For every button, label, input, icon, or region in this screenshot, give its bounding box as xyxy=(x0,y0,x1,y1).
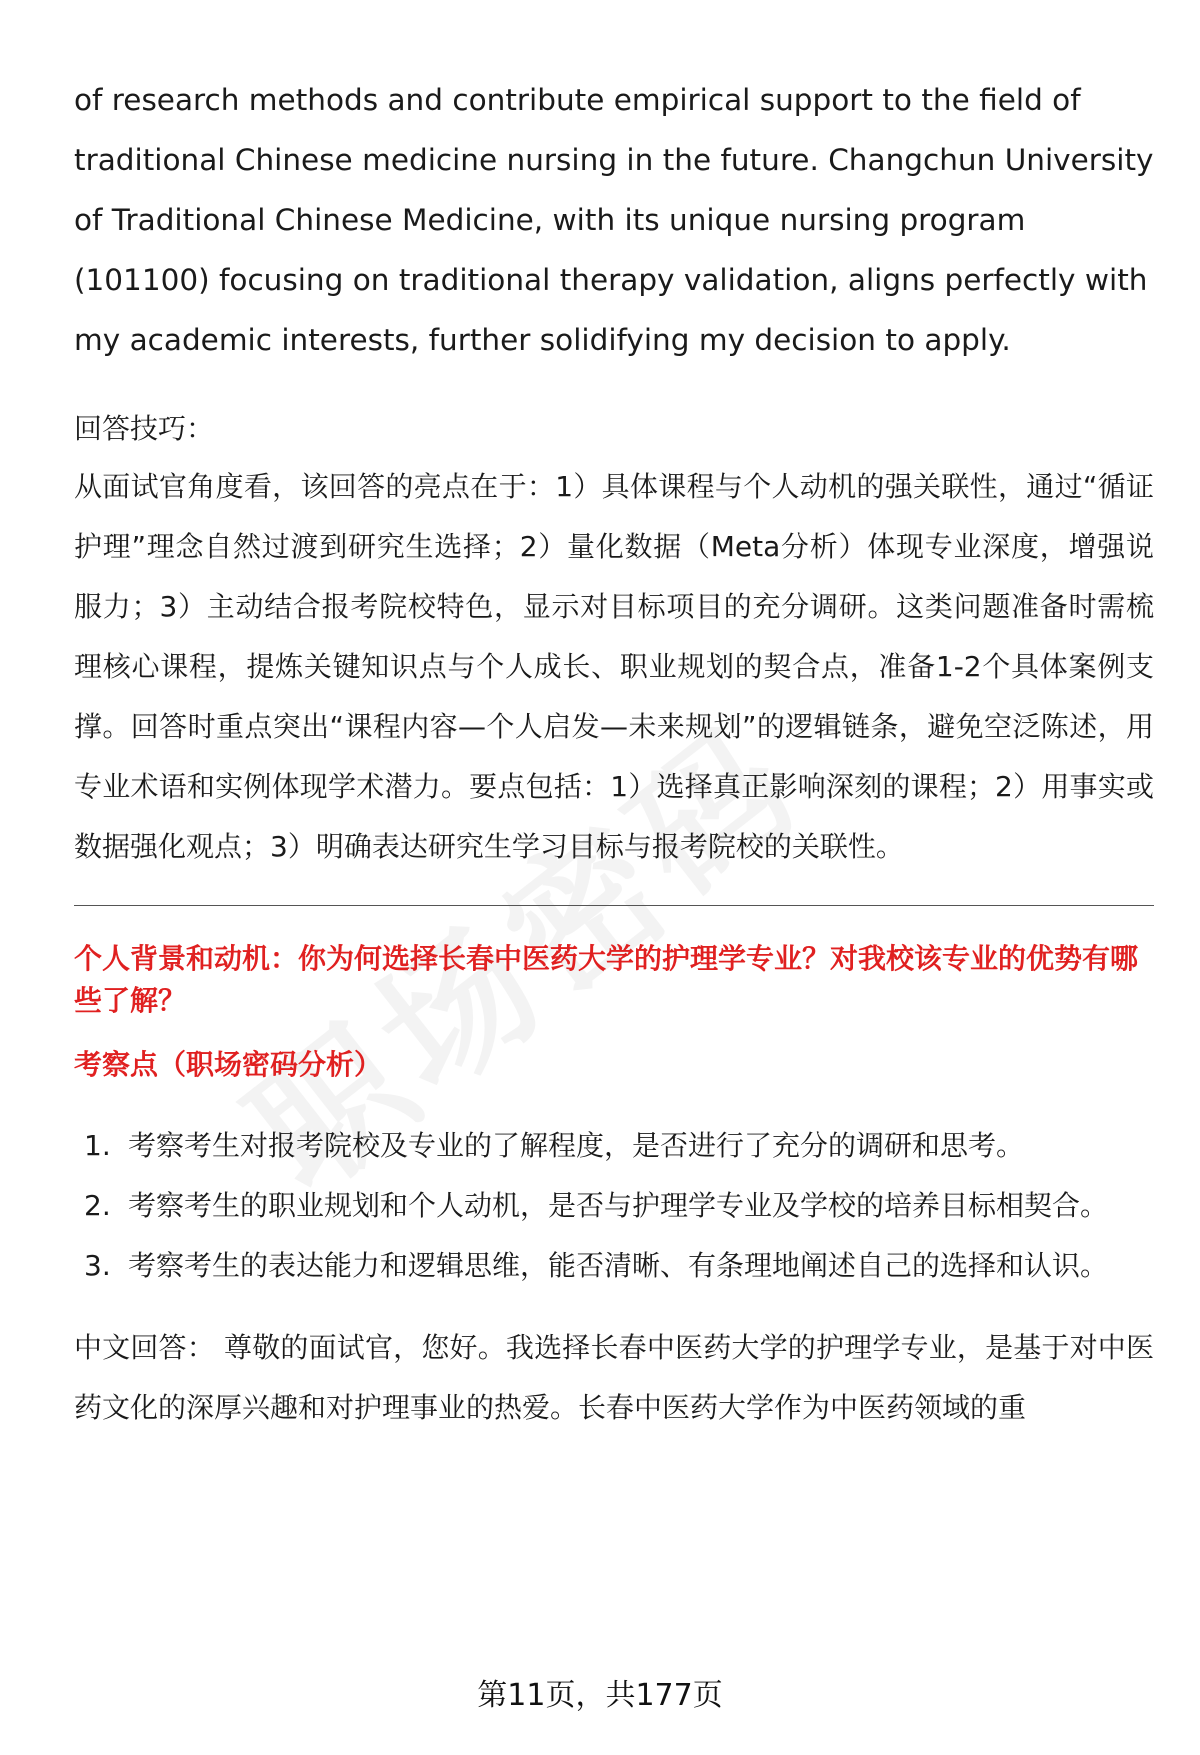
list-item xyxy=(74,1176,1154,1236)
list-item-number: 3. xyxy=(84,1249,111,1282)
assessment-points-list xyxy=(74,1116,1154,1296)
list-item-text: 考察考生的表达能力和逻辑思维，能否清晰、有条理地阐述自己的选择和认识。 xyxy=(128,1249,1109,1282)
list-item xyxy=(74,1116,1154,1176)
page-content xyxy=(74,70,1154,1438)
list-item-text: 考察考生对报考院校及专业的了解程度，是否进行了充分的调研和思考。 xyxy=(128,1129,1025,1162)
tips-label: 回答技巧： xyxy=(74,412,215,445)
list-item-number: 2. xyxy=(84,1189,111,1222)
list-item-number: 1. xyxy=(84,1129,111,1162)
question-subtitle: 考察点（职场密码分析） xyxy=(74,1048,383,1081)
list-item-text: 考察考生的职业规划和个人动机，是否与护理学专业及学校的培养目标相契合。 xyxy=(128,1189,1109,1222)
page-number-footer: 第11页，共177页 xyxy=(477,1678,723,1713)
question-title: 个人背景和动机：你为何选择长春中医药大学的护理学专业？对我校该专业的优势有哪些了解？ xyxy=(74,942,1139,1017)
section-divider xyxy=(74,905,1154,906)
chinese-answer-paragraph: 中文回答： 尊敬的面试官，您好。我选择长春中医药大学的护理学专业，是基于对中医药文化的深厚兴趣和对护理事业的热爱。长春中医药大学作为中医药领域的重 xyxy=(74,1331,1154,1424)
list-item xyxy=(74,1236,1154,1296)
tips-body: 从面试官角度看，该回答的亮点在于：1）具体课程与个人动机的强关联性，通过“循证护理”理念自然过渡到研究生选择；2）量化数据（Meta分析）体现专业深度，增强说服力；3）主动结合报考院校特色，显示对目标项目的充分调研。这类问题准备时需梳理核心课程，提炼关键知识点与个人成长、职业规划的契合点，准备1-2个具体案例支撑。回答时重点突出“课程内容—个人启发—未来规划”的逻辑链条，避免空泛陈述，用专业术语和实例体现学术潜力。要点包括：1）选择真正影响深刻的课程；2）用事实或数据强化观点；3）明确表达研究生学习目标与报考院校的关联性。 xyxy=(74,470,1154,863)
english-answer-paragraph: of research methods and contribute empirical support to the field of traditional Chinese medicine nursing in the future. Changchun University of Traditional Chinese Medicine, with its unique nursing program (101100) focusing on traditional therapy validation, aligns perfectly with my academic interests, further solidifying my decision to apply. xyxy=(74,83,1154,357)
